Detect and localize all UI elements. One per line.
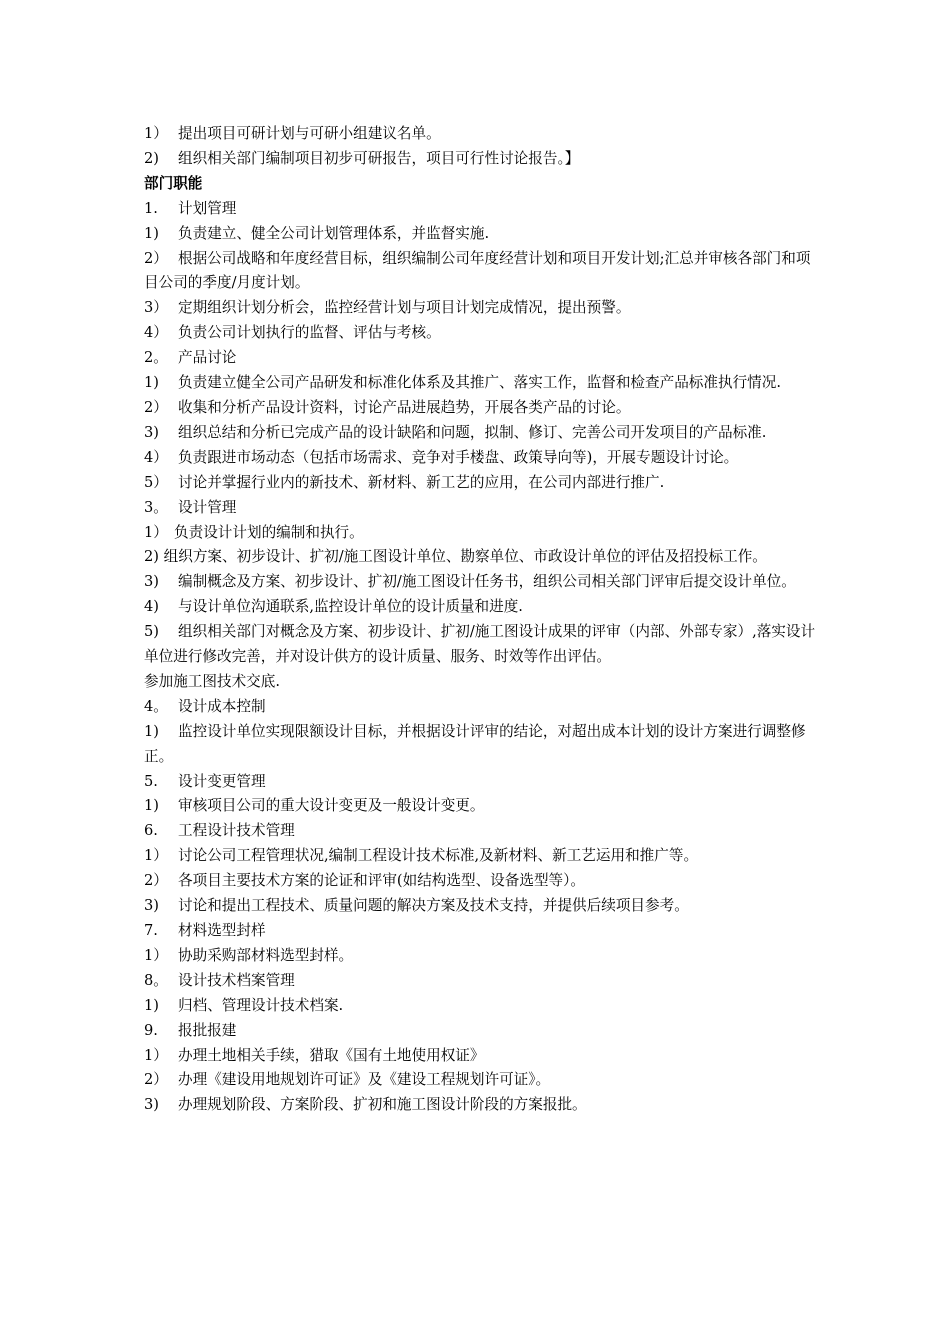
list-item (144, 396, 824, 421)
item-text: 负责设计计划的编制和执行。 (174, 523, 364, 541)
item-number: 4) (144, 598, 159, 616)
item-text: 组织方案、初步设计、扩初/施工图设计单位、勘察单位、市政设计单位的评估及招投标工作。 (163, 548, 767, 566)
list-item (144, 222, 824, 247)
item-number: 1） (144, 125, 168, 142)
item-text: 设计管理 (178, 498, 237, 516)
list-item (144, 994, 824, 1019)
list-item (144, 670, 824, 695)
intro-item (144, 122, 824, 147)
item-number: 4） (144, 448, 168, 466)
list-item (144, 471, 824, 496)
item-number: 1） (144, 847, 168, 865)
item-text: 报批报建 (178, 1021, 237, 1039)
section-title (144, 695, 824, 720)
item-text: 提出项目可研计划与可研小组建议名单。 (178, 125, 441, 142)
item-text: 与设计单位沟通联系,监控设计单位的设计质量和进度. (178, 598, 523, 616)
section-title (144, 819, 824, 844)
list-item (144, 421, 824, 446)
item-text: 计划管理 (178, 199, 237, 217)
list-item (144, 1044, 824, 1069)
item-text: 材料选型封样 (178, 922, 266, 939)
item-text: 办理规划阶段、方案阶段、扩初和施工图设计阶段的方案报批。 (178, 1096, 587, 1114)
item-text: 办理《建设用地规划许可证》及《建设工程规划许可证》。 (178, 1071, 551, 1089)
item-text: 设计成本控制 (178, 697, 266, 715)
section-title (144, 346, 824, 371)
item-number: 1） (144, 1046, 168, 1064)
item-text: 组织总结和分析已完成产品的设计缺陷和问题，拟制、修订、完善公司开发项目的产品标准. (178, 423, 767, 441)
item-text: 审核项目公司的重大设计变更及一般设计变更。 (178, 797, 485, 815)
item-number: 1) (144, 374, 159, 392)
item-text: 讨论公司工程管理状况,编制工程设计技术标准,及新材料、新工艺运用和推广等。 (178, 847, 699, 865)
list-item (144, 321, 824, 346)
item-text: 监控设计单位实现限额设计目标，并根据设计评审的结论，对超出成本计划的设计方案进行调整修正。 (144, 722, 806, 765)
item-text: 负责公司计划执行的监督、评估与考核。 (178, 324, 441, 342)
list-item (144, 1093, 824, 1118)
item-text: 收集和分析产品设计资料，讨论产品进展趋势，开展各类产品的讨论。 (178, 398, 631, 416)
item-number: 5） (144, 473, 168, 491)
heading-text: 部门职能 (144, 174, 203, 192)
list-item (144, 570, 824, 595)
item-number: 1） (144, 946, 168, 964)
item-text: 设计技术档案管理 (178, 971, 295, 989)
item-number: 2) (144, 149, 159, 167)
list-item (144, 371, 824, 396)
item-number: 2) (144, 548, 159, 566)
list-item (144, 944, 824, 969)
list-item (144, 296, 824, 321)
section-heading (144, 172, 824, 197)
item-number: 1） (144, 523, 168, 541)
item-number: 3) (144, 423, 159, 441)
item-number: 2） (144, 249, 168, 267)
item-text: 参加施工图技术交底. (144, 672, 280, 690)
item-number: 1) (144, 996, 159, 1014)
document-page (144, 122, 824, 1118)
list-item (144, 1068, 824, 1093)
item-text: 负责建立健全公司产品研发和标准化体系及其推广、落实工作，监督和检查产品标准执行情况. (178, 374, 781, 392)
item-number: 2） (144, 872, 168, 890)
item-text: 负责跟进市场动态（包括市场需求、竞争对手楼盘、政策导向等)，开展专题设计讨论。 (178, 448, 739, 466)
list-item (144, 844, 824, 869)
item-number: 5. (144, 772, 158, 790)
item-text: 负责建立、健全公司计划管理体系，并监督实施. (178, 224, 490, 242)
item-number: 2） (144, 398, 168, 416)
item-number: 2。 (144, 349, 168, 367)
item-number: 5) (144, 623, 159, 641)
item-number: 6. (144, 822, 158, 840)
section-title (144, 969, 824, 994)
item-number: 3) (144, 1096, 159, 1114)
item-text: 组织相关部门对概念及方案、初步设计、扩初/施工图设计成果的评审（内部、外部专家）,落实设计单位进行修改完善，并对设计供方的设计质量、服务、时效等作出评估。 (144, 623, 816, 666)
list-item (144, 794, 824, 819)
item-number: 2） (144, 1071, 168, 1089)
item-text: 编制概念及方案、初步设计、扩初/施工图设计任务书，组织公司相关部门评审后提交设计单位。 (178, 573, 796, 591)
item-text: 归档、管理设计技术档案. (178, 996, 344, 1014)
item-text: 组织相关部门编制项目初步可研报告，项目可行性讨论报告。】 (178, 149, 580, 167)
list-item (144, 894, 824, 919)
item-number: 3） (144, 299, 168, 317)
section-title (144, 770, 824, 795)
list-item (144, 446, 824, 471)
intro-item (144, 147, 824, 172)
item-number: 8。 (144, 971, 168, 989)
item-number: 1) (144, 797, 159, 815)
item-text: 产品讨论 (178, 349, 237, 367)
list-item (144, 545, 824, 570)
item-number: 4。 (144, 697, 168, 715)
section-title (144, 1019, 824, 1044)
list-item (144, 247, 824, 297)
item-number: 4） (144, 324, 168, 342)
section-title (144, 919, 824, 944)
item-text: 讨论和提出工程技术、质量问题的解决方案及技术支持，并提供后续项目参考。 (178, 897, 689, 915)
list-item (144, 869, 824, 894)
section-title (144, 197, 824, 222)
item-number: 9. (144, 1021, 158, 1039)
item-text: 各项目主要技术方案的论证和评审(如结构选型、设备选型等）。 (178, 872, 586, 890)
item-number: 3。 (144, 498, 168, 516)
item-number: 3) (144, 573, 159, 591)
list-item (144, 595, 824, 620)
item-number: 7. (144, 922, 158, 939)
list-item (144, 720, 824, 770)
list-item (144, 620, 824, 670)
item-text: 协助采购部材料选型封样。 (178, 946, 354, 964)
item-text: 根据公司战略和年度经营目标，组织编制公司年度经营计划和项目开发计划;汇总并审核各部门和项目公司的季度/月度计划。 (144, 249, 811, 292)
item-number: 1. (144, 199, 158, 217)
item-text: 工程设计技术管理 (178, 822, 295, 840)
item-number: 1) (144, 224, 159, 242)
item-number: 1) (144, 722, 159, 740)
list-item (144, 521, 824, 546)
section-title (144, 496, 824, 521)
item-text: 讨论并掌握行业内的新技术、新材料、新工艺的应用，在公司内部进行推广. (178, 473, 665, 491)
item-text: 办理土地相关手续，猎取《国有土地使用权证》 (178, 1046, 485, 1064)
item-text: 设计变更管理 (178, 772, 266, 790)
item-text: 定期组织计划分析会，监控经营计划与项目计划完成情况，提出预警。 (178, 299, 631, 317)
item-number: 3) (144, 897, 159, 915)
